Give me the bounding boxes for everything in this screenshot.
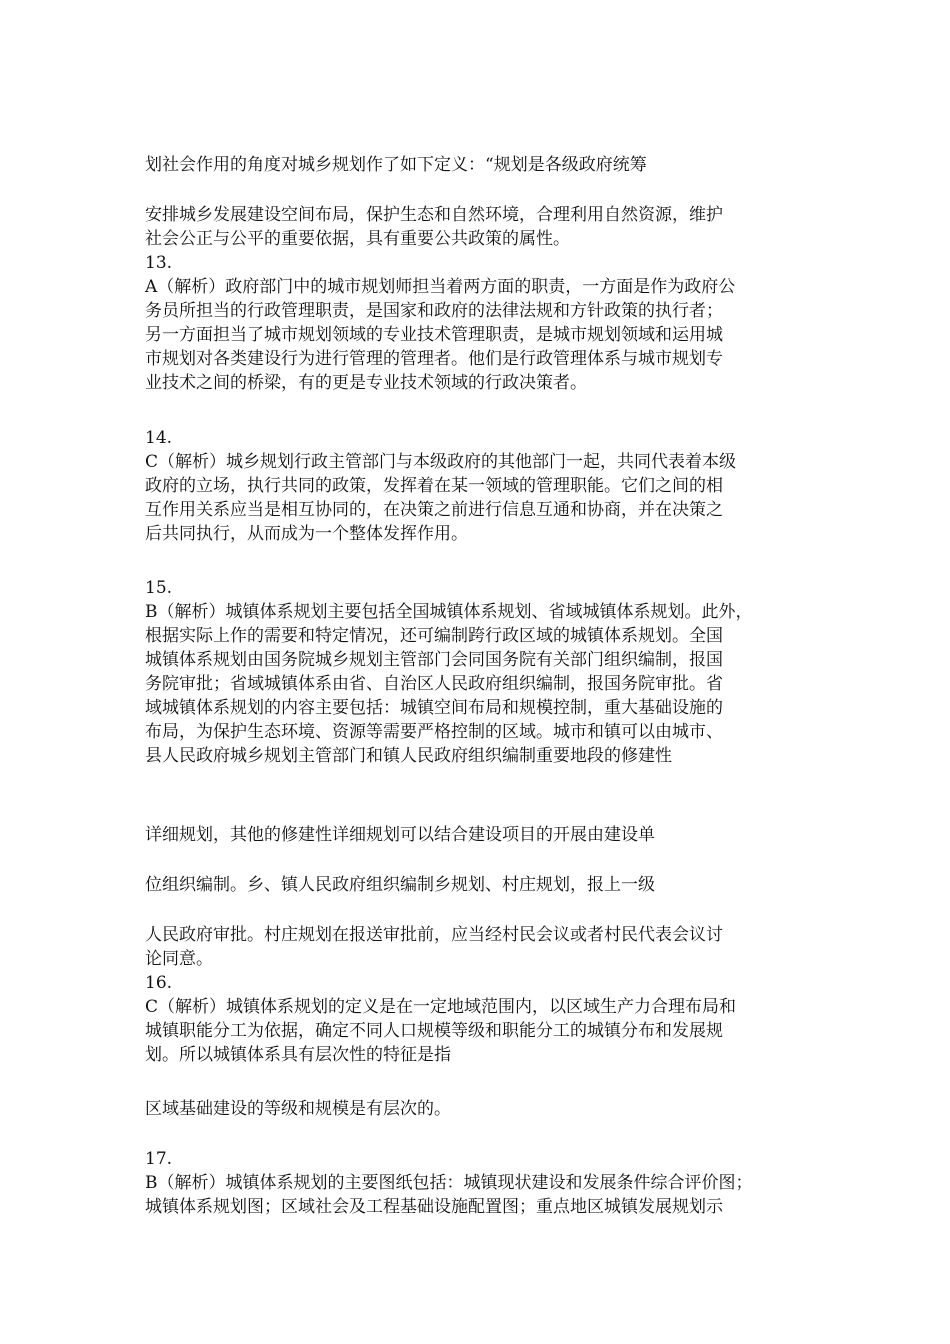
text-line: 后共同执行，从而成为一个整体发挥作用。 (145, 524, 468, 544)
text-line: 安排城乡发展建设空间布局，保护生态和自然环境，合理利用自然资源，维护 (145, 205, 723, 225)
item-number: 13. (145, 253, 173, 273)
text-line: 市规划对各类建设行为进行管理的管理者。他们是行政管理体系与城市规划专 (145, 349, 723, 369)
text-line: 布局，为保护生态环境、资源等需要严格控制的区域。城市和镇可以由城市、 (145, 722, 723, 742)
text-line: C（解析）城镇体系规划的定义是在一定地域范围内，以区域生产力合理布局和 (145, 997, 737, 1017)
text-line: 城镇职能分工为依据，确定不同人口规模等级和职能分工的城镇分布和发展规 (145, 1021, 723, 1041)
text-line: 根据实际上作的需要和特定情况，还可编制跨行政区域的城镇体系规划。全国 (145, 626, 723, 646)
item-number: 14. (145, 428, 173, 448)
text-line: A（解析）政府部门中的城市规划师担当着两方面的职责，一方面是作为政府公 (145, 277, 736, 297)
text-line: 政府的立场，执行共同的政策，发挥着在某一领域的管理职能。它们之间的相 (145, 476, 723, 496)
text-line: 社会公正与公平的重要依据，具有重要公共政策的属性。 (145, 229, 570, 249)
text-line: 人民政府审批。村庄规划在报送审批前，应当经村民会议或者村民代表会议讨 (145, 925, 723, 945)
text-line: 业技术之间的桥梁，有的更是专业技术领域的行政决策者。 (145, 373, 587, 393)
text-line: 划。所以城镇体系具有层次性的特征是指 (145, 1045, 451, 1065)
text-line: 务员所担当的行政管理职责，是国家和政府的法律法规和方针政策的执行者； (145, 301, 723, 321)
text-line: 详细规划，其他的修建性详细规划可以结合建设项目的开展由建设单 (145, 825, 655, 845)
text-line: 论同意。 (145, 949, 213, 969)
text-line: 域城镇体系规划的内容主要包括：城镇空间布局和规模控制，重大基础设施的 (145, 698, 723, 718)
text-line: 区域基础建设的等级和规模是有层次的。 (145, 1099, 451, 1119)
text-line: 互作用关系应当是相互协同的，在决策之前进行信息互通和协商，并在决策之 (145, 500, 723, 520)
text-line: 位组织编制。乡、镇人民政府组织编制乡规划、村庄规划，报上一级 (145, 875, 655, 895)
item-number: 15. (145, 578, 173, 598)
text-line: 城镇体系规划图；区域社会及工程基础设施配置图；重点地区城镇发展规划示 (145, 1197, 723, 1217)
text-line: B（解析）城镇体系规划主要包括全国城镇体系规划、省域城镇体系规划。此外， (145, 602, 753, 622)
text-line: 另一方面担当了城市规划领域的专业技术管理职责，是城市规划领域和运用城 (145, 325, 723, 345)
text-line: C（解析）城乡规划行政主管部门与本级政府的其他部门一起，共同代表着本级 (145, 452, 737, 472)
text-line: B（解析）城镇体系规划的主要图纸包括：城镇现状建设和发展条件综合评价图； (145, 1173, 753, 1193)
item-number: 17. (145, 1149, 173, 1169)
text-line: 划社会作用的角度对城乡规划作了如下定义：“规划是各级政府统筹 (145, 155, 647, 175)
text-line: 城镇体系规划由国务院城乡规划主管部门会同国务院有关部门组织编制，报国 (145, 650, 723, 670)
text-line: 务院审批；省域城镇体系由省、自治区人民政府组织编制，报国务院审批。省 (145, 674, 723, 694)
item-number: 16. (145, 973, 173, 993)
text-line: 县人民政府城乡规划主管部门和镇人民政府组织编制重要地段的修建性 (145, 746, 672, 766)
